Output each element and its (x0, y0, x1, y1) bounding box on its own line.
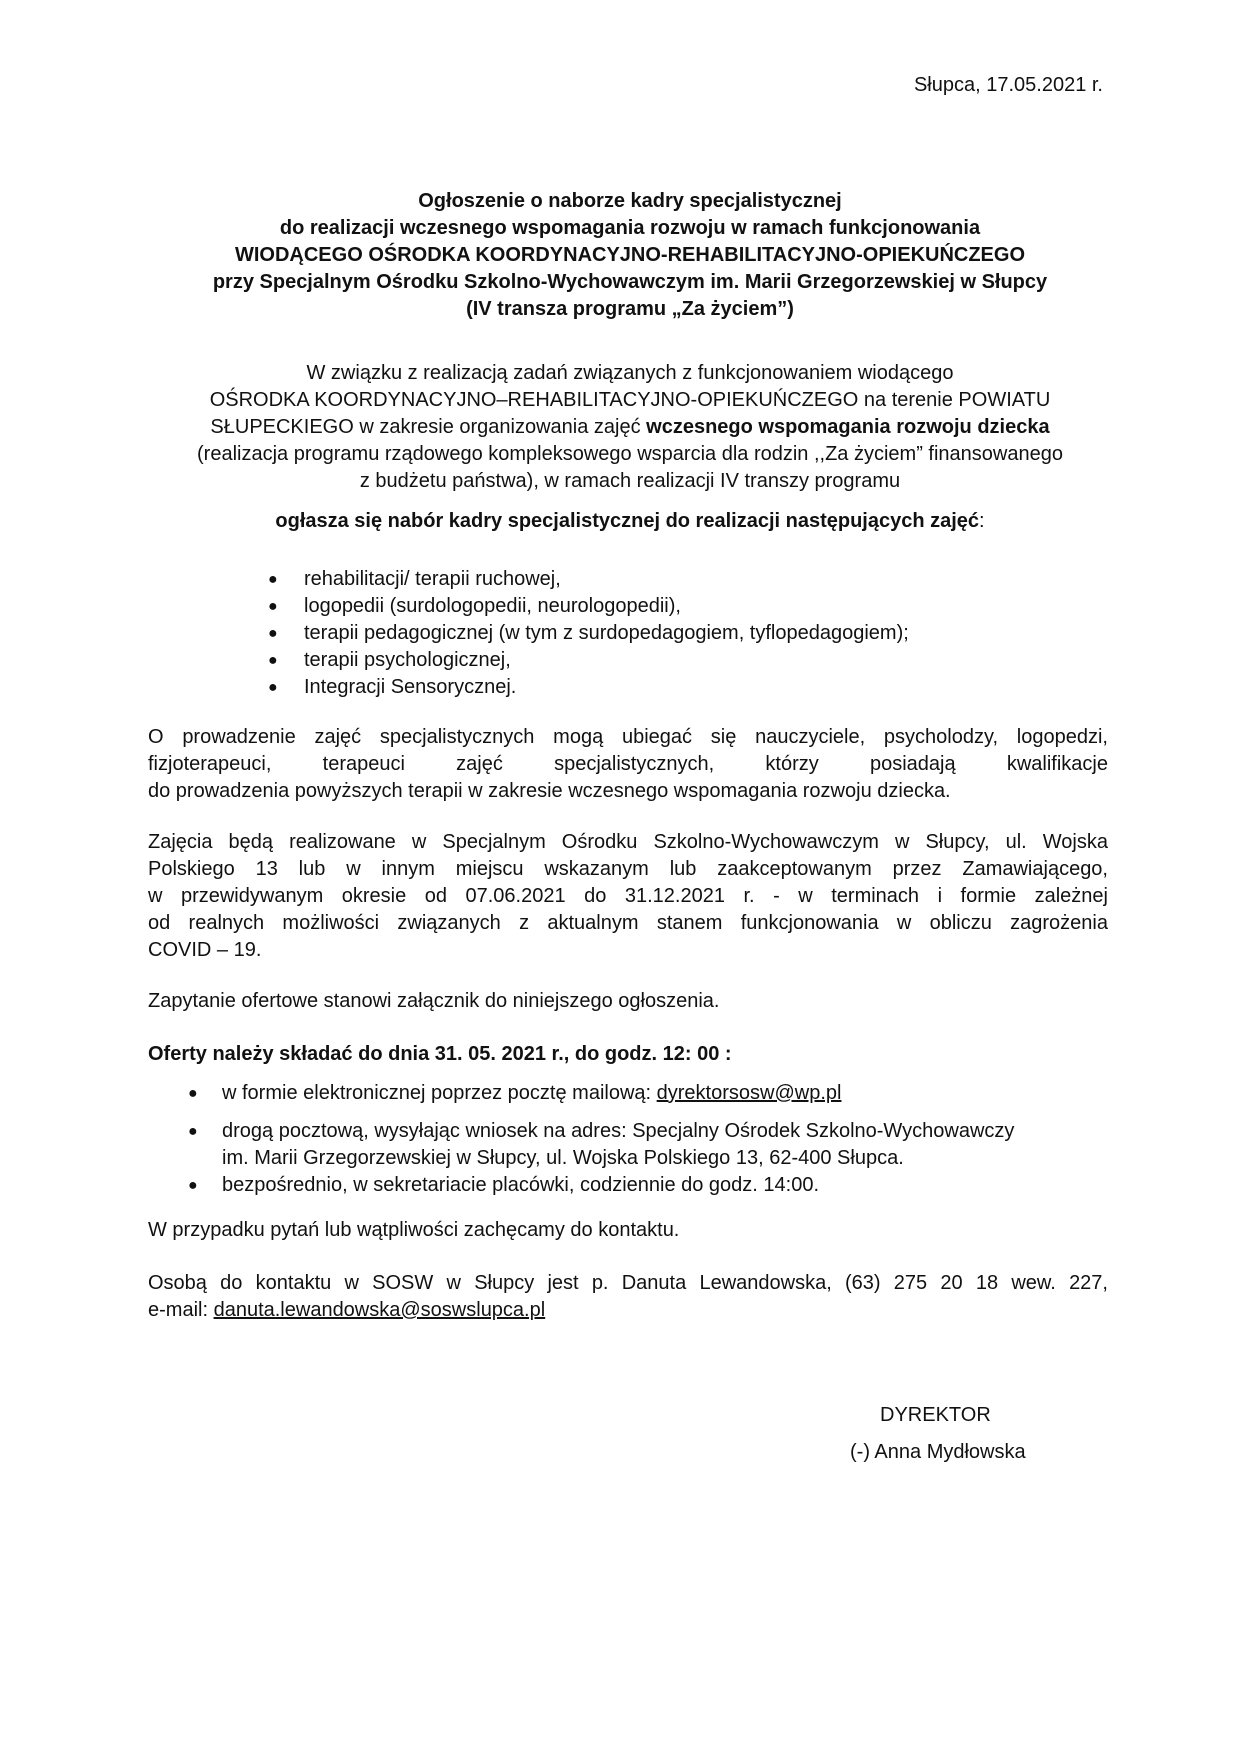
announcement-line (148, 508, 1112, 535)
therapy-list (262, 566, 909, 701)
signature-role: DYREKTOR (880, 1404, 991, 1426)
intro-line: W związku z realizacją zadań związanych z funkcjonowaniem wiodącego (306, 362, 954, 384)
submission-electronic-text: w formie elektronicznej poprzez pocztę mailową: (222, 1082, 657, 1104)
list-item (188, 1118, 1118, 1172)
intro-line: (realizacja programu rządowego kompleksowego wsparcia dla rodzin ,,Za życiem” finansowanego (197, 443, 1063, 465)
list-item (262, 593, 909, 620)
title-line: (IV transza programu „Za życiem”) (466, 298, 794, 320)
list-item (262, 674, 909, 701)
title-line: przy Specjalnym Ośrodku Szkolno-Wychowawczym im. Marii Grzegorzewskiej w Słupcy (212, 271, 1048, 293)
contact-email-link[interactable]: danuta.lewandowska@soswslupca.pl (213, 1299, 546, 1321)
bullet-icon: ● (268, 571, 278, 588)
signature-name: (-) Anna Mydłowska (850, 1441, 1026, 1463)
bullet-icon: ● (268, 652, 278, 669)
list-item-text: Integracji Sensorycznej. (304, 676, 517, 698)
director-email-link[interactable]: dyrektorsosw@wp.pl (656, 1082, 842, 1104)
announcement-tail: : (979, 510, 985, 532)
submission-line: im. Marii Grzegorzewskiej w Słupcy, ul. Wojska Polskiego 13, 62-400 Słupca. (222, 1147, 904, 1169)
location-paragraph (148, 829, 1108, 964)
paragraph-line: w przewidywanym okresie od 07.06.2021 do 31.12.2021 r. - w terminach i formie zależnej (148, 885, 1108, 907)
bullet-icon: ● (188, 1085, 198, 1102)
paragraph-line: Polskiego 13 lub w innym miejscu wskazanym lub zaakceptowanym przez Zamawiającego, (148, 858, 1108, 880)
paragraph-line: Zajęcia będą realizowane w Specjalnym Ośrodku Szkolno-Wychowawczym w Słupcy, ul. Wojska (148, 831, 1108, 853)
list-item (262, 566, 909, 593)
paragraph-line: Osobą do kontaktu w SOSW w Słupcy jest p. Danuta Lewandowska, (63) 275 20 18 wew. 227, (148, 1272, 1108, 1294)
bullet-icon: ● (188, 1123, 198, 1140)
bullet-icon: ● (188, 1177, 198, 1194)
intro-paragraph (148, 360, 1112, 495)
bullet-icon: ● (268, 679, 278, 696)
submission-line: bezpośrednio, w sekretariacie placówki, codziennie do godz. 14:00. (222, 1174, 820, 1196)
submission-line: drogą pocztową, wysyłając wniosek na adres: Specjalny Ośrodek Szkolno-Wychowawczy (222, 1120, 1015, 1142)
intro-line (148, 414, 1112, 441)
title-line: Ogłoszenie o naborze kadry specjalistycznej (418, 190, 842, 212)
list-item (188, 1080, 1118, 1107)
eligibility-paragraph (148, 724, 1108, 805)
title-line: WIODĄCEGO OŚRODKA KOORDYNACYJNO-REHABILITACYJNO-OPIEKUŃCZEGO (234, 244, 1026, 266)
list-item (262, 647, 909, 674)
email-label: e-mail: (148, 1299, 214, 1321)
paragraph-line: COVID – 19. (148, 939, 262, 961)
paragraph-line: O prowadzenie zajęć specjalistycznych mogą ubiegać się nauczyciele, psycholodzy, logopedzi, (148, 726, 1108, 748)
questions-note: W przypadku pytań lub wątpliwości zachęcamy do kontaktu. (148, 1219, 680, 1241)
paragraph-line: fizjoterapeuci, terapeuci zajęć specjalistycznych, którzy posiadają kwalifikacje (148, 753, 1108, 775)
list-item (262, 620, 909, 647)
bullet-icon: ● (268, 598, 278, 615)
submission-line (222, 1080, 1118, 1107)
intro-line-text: SŁUPECKIEGO w zakresie organizowania zajęć (210, 416, 647, 438)
list-item-text: logopedii (surdologopedii, neurologopedii), (304, 595, 681, 617)
document-title (148, 188, 1112, 323)
intro-line: OŚRODKA KOORDYNACYJNO–REHABILITACYJNO-OPIEKUŃCZEGO na terenie POWIATU (209, 389, 1051, 411)
submission-methods-list (188, 1080, 1118, 1199)
intro-bold-phrase: wczesnego wspomagania rozwoju dziecka (646, 416, 1050, 438)
list-item-text: rehabilitacji/ terapii ruchowej, (304, 568, 561, 590)
document-date: Słupca, 17.05.2021 r. (913, 74, 1103, 96)
announcement-bold: ogłasza się nabór kadry specjalistycznej do realizacji następujących zajęć (275, 510, 980, 532)
list-item-text: terapii psychologicznej, (304, 649, 511, 671)
title-line: do realizacji wczesnego wspomagania rozwoju w ramach funkcjonowania (279, 217, 981, 239)
paragraph-line: od realnych możliwości związanych z aktualnym stanem funkcjonowania w obliczu zagrożenia (148, 912, 1108, 934)
deadline-heading: Oferty należy składać do dnia 31. 05. 2021 r., do godz. 12: 00 : (148, 1043, 732, 1065)
list-item (188, 1172, 1118, 1199)
contact-paragraph (148, 1270, 1108, 1324)
paragraph-line: do prowadzenia powyższych terapii w zakresie wczesnego wspomagania rozwoju dziecka. (148, 780, 951, 802)
paragraph-line (148, 1297, 1108, 1324)
attachment-note: Zapytanie ofertowe stanowi załącznik do niniejszego ogłoszenia. (148, 990, 720, 1012)
list-item-text: terapii pedagogicznej (w tym z surdopedagogiem, tyflopedagogiem); (304, 622, 909, 644)
bullet-icon: ● (268, 625, 278, 642)
intro-line: z budżetu państwa), w ramach realizacji IV transzy programu (359, 470, 901, 492)
